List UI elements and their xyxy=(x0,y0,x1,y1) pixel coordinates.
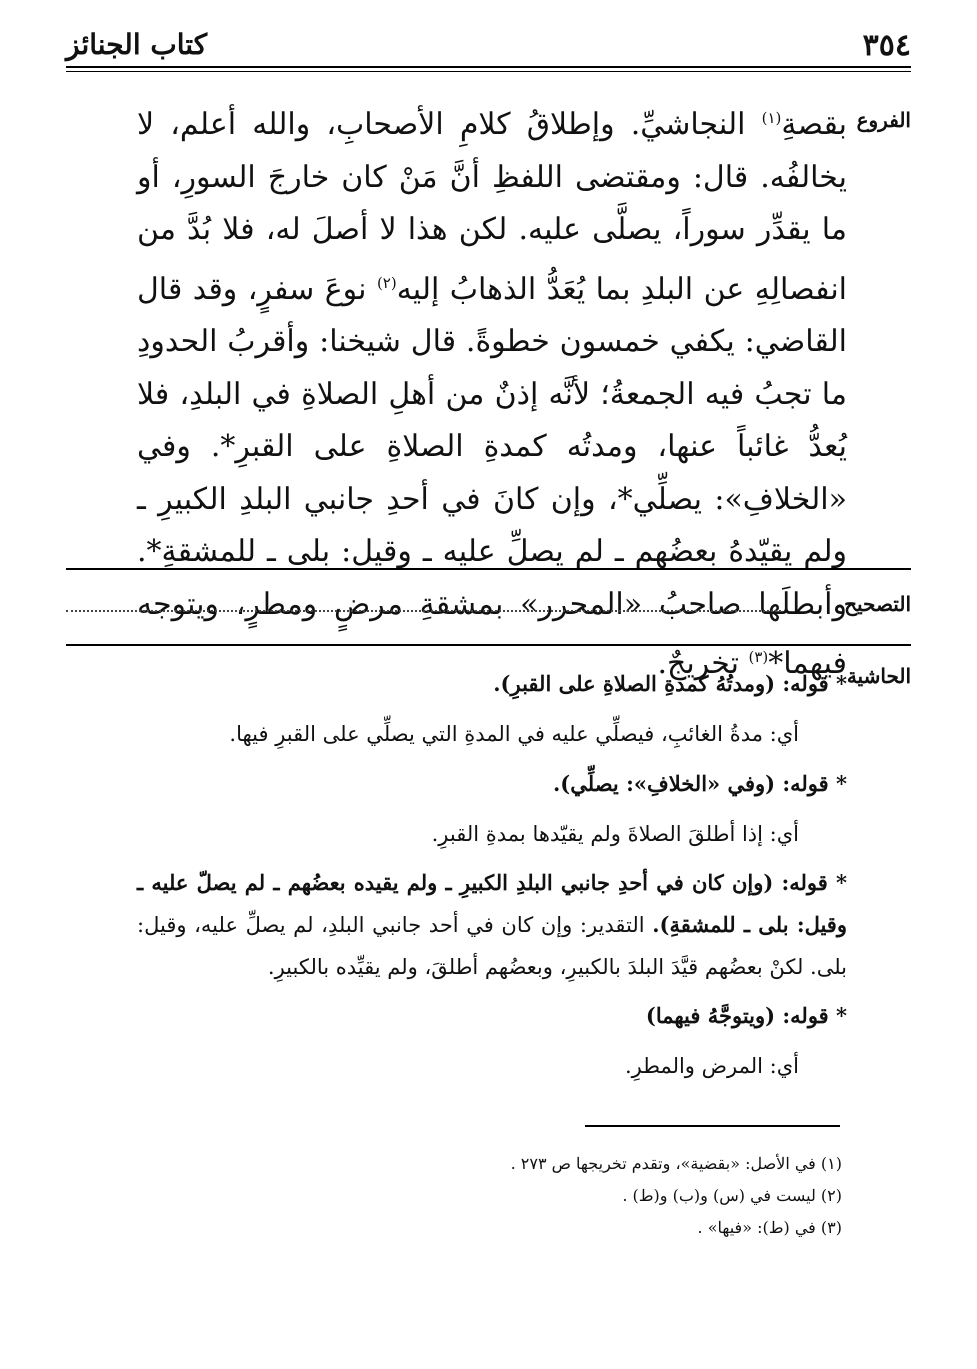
header-rule-thin xyxy=(66,71,911,72)
header-rule-thick xyxy=(66,66,911,68)
tashih-dotted-line xyxy=(66,584,781,612)
furu-label: الفروع xyxy=(856,108,911,132)
tashih-rule-top xyxy=(66,568,911,570)
hashiya-section xyxy=(137,662,847,1088)
hashiya-explanation-3: التقدير: وإن كان في أحد جانبي البلدِ، لم يصلِّ عليه، وقيل: بلى. لكنْ بعضُهم قيَّدَ البلدَ بالكبيرِ، وبعضُهم أطلقَ، ولم يقيِّده بالكبيرِ. xyxy=(137,913,847,979)
page-number: ٣٥٤ xyxy=(862,28,911,63)
footnote-3: (٣) في (ط): «فيها» . xyxy=(697,1218,842,1237)
footnote-rule xyxy=(585,1125,840,1127)
hashiya-explanation-2: أي: إذا أطلقَ الصلاةَ ولم يقيّدها بمدةِ القبرِ. xyxy=(431,822,799,846)
page-header xyxy=(66,28,911,68)
hashiya-explanation-4: أي: المرض والمطرِ. xyxy=(624,1054,799,1078)
hashiya-quote-4: * قوله: (ويتوجَّهُ فيهما) xyxy=(645,1003,847,1028)
footnote-ref-3: (٣) xyxy=(748,648,769,666)
footnote-1: (١) في الأصل: «بقضية»، وتقدم تخريجها ص ٢٧٣ . xyxy=(510,1154,842,1173)
footnote-ref-1: (١) xyxy=(761,109,782,127)
tashih-rule-bottom xyxy=(66,644,911,646)
footnote-ref-2: (٢) xyxy=(376,273,397,292)
hashiya-label: الحاشية xyxy=(846,664,911,688)
tashih-label: التصحيح xyxy=(844,592,911,616)
book-title: كتاب الجنائز xyxy=(66,28,208,61)
hashiya-quote-3: * قوله: (وإن كان في أحدِ جانبي البلدِ الكبيرِ ـ ولم يقيده بعضُهم ـ لم يصلّ عليه ـ وقيل: بلى ـ للمشقةِ). التقدير: وإن كان في أحد جانبي البلدِ، لم يصلِّ عليه، وقيل: بلى. لكنْ بعضُهم قيَّدَ البلدَ بالكبيرِ، وبعضُهم أطلقَ، ولم يقيِّده بالكبيرِ. xyxy=(137,870,847,979)
hashiya-explanation-1: أي: مدةُ الغائبِ، فيصلِّي عليه في المدةِ التي يصلِّي على القبرِ فيها. xyxy=(229,722,799,746)
hashiya-quote-1: * قوله: (ومدتُهُ كمدةِ الصلاةِ على القبرِ). xyxy=(493,671,847,696)
footnotes xyxy=(322,1148,842,1244)
furu-paragraph: بقصةِ$^{(١)}$ النجاشيِّ. وإطلاقُ كلامِ الأصحابِ، والله أعلم، لا يخالفُه. قال: ومقتضى اللفظِ أنَّ مَنْ كان خارجَ السورِ، أو ما يقدِّر سوراً، يصلَّى عليه. لكن هذا لا أصلَ له، فلا بُدَّ من انفصالِهِ عن البلدِ بما يُعَدُّ الذهابُ إليه$^{(٢)}$ نوعَ سفرٍ، وقد قال القاضي: يكفي خمسون خطوةً. قال شيخنا: وأقربُ الحدودِ ما تجبُ فيه الجمعةُ؛ لأنَّه إذنٌ من أهلِ الصلاةِ في البلدِ، فلا يُعدُّ غائباً عنها، ومدتُه كمدةِ الصلاةِ على القبرِ*. وفي «الخلافِ»: يصلِّي*، وإن كانَ في أحدِ جانبي البلدِ الكبيرِ ـ ولم يقيّدهُ بعضُهم ـ لم يصلِّ عليه ـ وقيل: بلى ـ للمشقةِ*. وأبطلَها صاحبُ «المحرر» بمشقةِ مرضٍ ومطرٍ، ويتوجه فيهما*$^{(٣)}$ تخريجٌ. xyxy=(137,107,848,681)
footnote-2: (٢) ليست في (س) و(ب) و(ط) . xyxy=(622,1186,842,1205)
hashiya-quote-2: * قوله: (وفي «الخلافِ»: يصلِّي). xyxy=(553,771,847,796)
